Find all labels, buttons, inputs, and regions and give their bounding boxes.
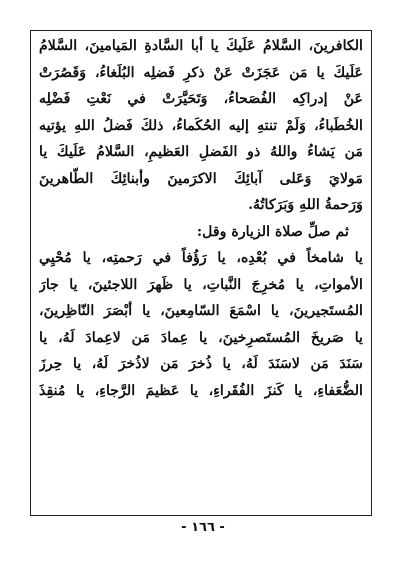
- text-line: الخُطَباءُ، وَلَمْ تنتهِ إليه الحُكَماءُ، ذلكَ فَضلُ اللهِ يؤتيه: [39, 117, 363, 134]
- section-heading: ثم صلِّ صلاة الزيارة وقل:: [196, 223, 349, 240]
- text-line: يا صَريخَ المُستَصرِخينَ، يا عِمادَ مَن لاعِمادَ لَهُ، يا: [39, 329, 363, 346]
- text-line: مَن يَشاءُ واللهُ ذو الفَضلِ العَظيمِ، السَّلامُ عَلَيكَ يا: [39, 144, 363, 160]
- page-number: - ١٦٦ -: [181, 520, 225, 535]
- text-line: سَنَدَ مَن لاسَنَدَ لَهُ، يا ذُخرَ مَن لاذُخرَ لَهُ، يا حِرزَ: [39, 356, 363, 372]
- text-line: المُستَجيرينَ، يا اسْمَعَ السّامِعينَ، يا أبْصَرَ النّاظِرينَ،: [39, 303, 363, 319]
- page-frame: [30, 30, 372, 516]
- text-line: عَلَيكَ يا مَن عَجَزَتْ عَنْ ذكرِ فَضلِه البُلَغاءُ، وَقَصُرَتْ: [39, 64, 363, 81]
- text-line: مَولايَ وَعَلى آبائِكَ الاكرَمينَ وأبنائِكَ الطّاهرينَ: [39, 170, 363, 187]
- body-text: [31, 31, 371, 404]
- text-line: وَرَحمةُ اللهِ وَبَرَكاتُهُ.: [248, 197, 363, 213]
- text-line: الكافرينَ، السَّلامُ عَلَيكَ يا أبا السَّادةِ المَيامينَ، السَّلامُ: [39, 38, 363, 54]
- text-line: يا شامخاً في بُعْدِه، يا رَؤُفاً في رَحمتِه، يا مُحْيِي: [39, 250, 363, 266]
- text-line: الضُّعَفاءِ، يا كَنزَ الفُقَراءِ، يا عَظيمَ الرَّجاءِ، يا مُنقِذَ: [39, 382, 363, 399]
- text-line: عَنْ إدراكِه الفُصَحاءُ، وَتَحَيَّرَتْ في نَعْتِ فَضْلِه: [39, 91, 363, 107]
- text-line: الأمواتِ، يا مُخرِجَ النَّباتِ، يا ظَهرَ اللاجئينَ، يا جارَ: [39, 276, 363, 293]
